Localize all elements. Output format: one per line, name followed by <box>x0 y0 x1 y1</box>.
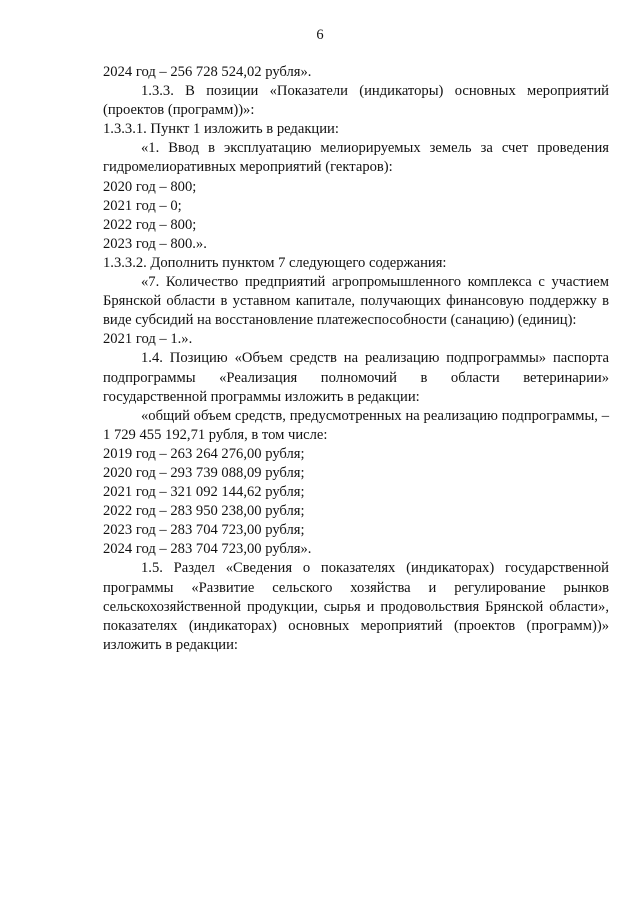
paragraph-1-5: 1.5. Раздел «Сведения о показателях (индикаторах) государственной программы «Развитие сельского хозяйства и регулирование рынков сельскохозяйственной продукции, сырья и продовольствия Брянской области», показателях (индикаторах) основных мероприятий (проектов (программ))» изложить в редакции: <box>103 560 609 653</box>
paragraph-1-3-3: 1.3.3. В позиции «Показатели (индикаторы) основных мероприятий (проектов (программ))»: <box>103 83 609 119</box>
document-body <box>103 63 609 655</box>
paragraph-year-2023: 2023 год – 800.». <box>103 235 207 252</box>
page-number: 6 <box>316 27 324 43</box>
paragraph-item-1: «1. Ввод в эксплуатацию мелиорируемых земель за счет проведения гидромелиоративных мероприятий (гектаров): <box>103 140 609 176</box>
paragraph-1-3-3-1: 1.3.3.1. Пункт 1 изложить в редакции: <box>103 121 339 138</box>
paragraph-year-2020: 2020 год – 800; <box>103 178 197 195</box>
paragraph-year-2022: 2022 год – 800; <box>103 216 197 233</box>
paragraph-funding-2019: 2019 год – 263 264 276,00 рубля; <box>103 445 305 462</box>
paragraph-funding-2021: 2021 год – 321 092 144,62 рубля; <box>103 484 305 501</box>
paragraph-year-2021-item-7: 2021 год – 1.». <box>103 331 193 348</box>
paragraph-item-7: «7. Количество предприятий агропромышленного комплекса с участием Брянской области в уставном капитале, получающих финансовую поддержку в виде субсидий на восстановление платежеспособности (санацию) (единиц): <box>103 274 609 329</box>
paragraph-funding-2024: 2024 год – 283 704 723,00 рубля». <box>103 541 312 558</box>
paragraph-1-4: 1.4. Позицию «Объем средств на реализацию подпрограммы» паспорта подпрограммы «Реализация полномочий в области ветеринарии» государственной программы изложить в редакции: <box>103 350 609 405</box>
paragraph-1-3-3-2: 1.3.3.2. Дополнить пунктом 7 следующего содержания: <box>103 254 447 271</box>
paragraph-funding-2022: 2022 год – 283 950 238,00 рубля; <box>103 503 305 520</box>
paragraph-funding-2020: 2020 год – 293 739 088,09 рубля; <box>103 464 305 481</box>
paragraph-funding-2023: 2023 год – 283 704 723,00 рубля; <box>103 522 305 539</box>
paragraph-total-funding: «общий объем средств, предусмотренных на реализацию подпрограммы, – 1 729 455 192,71 рубля, в том числе: <box>103 407 609 443</box>
paragraph-year-2021: 2021 год – 0; <box>103 197 182 214</box>
paragraph-budget-2024: 2024 год – 256 728 524,02 рубля». <box>103 64 312 80</box>
